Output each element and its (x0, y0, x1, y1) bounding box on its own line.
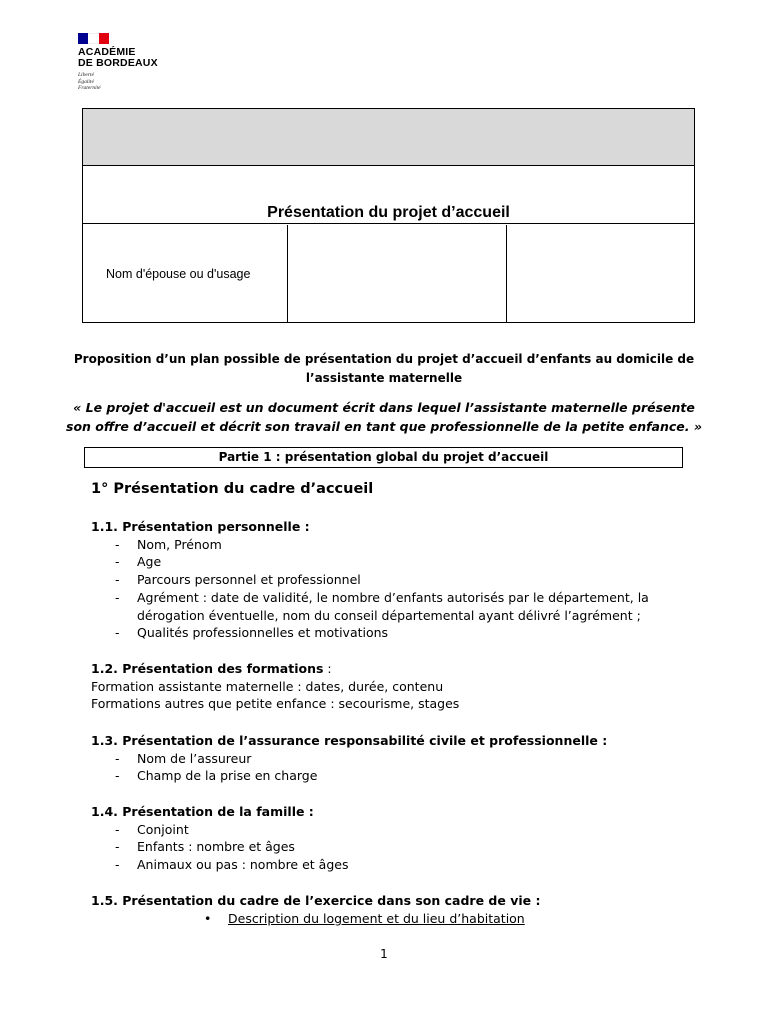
section-1-3-heading: 1.3. Présentation de l’assurance responsabilité civile et professionnelle : (91, 733, 608, 748)
form-name-row (83, 225, 694, 322)
section-1-2-heading (91, 660, 459, 678)
list-item: - Nom de l’assureur (91, 750, 607, 768)
form-header-gray (83, 109, 694, 166)
list-item: - Nom, Prénom (91, 536, 697, 554)
motto (78, 72, 158, 92)
section-1-4 (91, 803, 348, 874)
section-1-1 (91, 518, 697, 642)
quote-text: « Le projet d'accueil est un document écrit dans lequel l’assistante maternelle présente son offre d’accueil et décrit son travail en tant que professionnelle de la petite enfance. » (66, 400, 702, 434)
section-1-4-list (91, 821, 348, 874)
form-title: Présentation du projet d’accueil (83, 166, 694, 224)
name-field-cell[interactable] (288, 225, 507, 322)
list-item: - Enfants : nombre et âges (91, 838, 348, 856)
motto-fraternite: Fraternité (78, 85, 101, 91)
motto-liberte: Liberté (78, 72, 94, 78)
form-table (82, 108, 695, 323)
section-1-1-heading: 1.1. Présentation personnelle : (91, 519, 310, 534)
section-title: 1° Présentation du cadre d’accueil (91, 481, 374, 497)
section-1-2-heading-suffix: : (323, 661, 332, 676)
bullet-text: Description du logement et du lieu d’habitation (228, 911, 525, 926)
academie-name-line2: DE BORDEAUX (78, 57, 158, 69)
list-item: - Qualités professionnelles et motivations (91, 624, 697, 642)
motto-egalite: Égalité (78, 78, 94, 85)
paragraph-line: Formation assistante maternelle : dates, durée, contenu (91, 678, 444, 694)
academie-name-line1: ACADÉMIE (78, 46, 136, 58)
page-number: 1 (380, 947, 388, 961)
section-1-5 (91, 892, 540, 910)
paragraph-line: Formations autres que petite enfance : secourisme, stages (91, 696, 460, 712)
french-flag-icon (78, 33, 109, 44)
section-1-5-heading: 1.5. Présentation du cadre de l’exercice dans son cadre de vie : (91, 893, 541, 908)
list-item: - Champ de la prise en charge (91, 767, 607, 785)
section-1-3 (91, 732, 607, 785)
partie-box: Partie 1 : présentation global du projet d’accueil (84, 447, 683, 468)
section-1-5-bullet (204, 910, 525, 928)
section-1-3-list (91, 750, 607, 785)
section-1-2-heading-bold: 1.2. Présentation des formations (91, 661, 324, 676)
list-item: - Animaux ou pas : nombre et âges (91, 856, 348, 874)
name-label: Nom d'épouse ou d'usage (83, 225, 288, 322)
list-item: - Age (91, 553, 697, 571)
list-item: - Conjoint (91, 821, 348, 839)
intro-text: Proposition d’un plan possible de présentation du projet d’accueil d’enfants au domicile de l’assistante maternelle (73, 352, 695, 385)
list-item: - Agrément : date de validité, le nombre d’enfants autorisés par le département, la dérogation éventuelle, nom du conseil départemental ayant délivré l’agrément ; (91, 589, 697, 624)
academie-logo (78, 33, 158, 92)
list-item: - Parcours personnel et professionnel (91, 571, 697, 589)
section-1-1-list (91, 536, 697, 642)
section-1-2 (91, 660, 459, 713)
section-1-4-heading: 1.4. Présentation de la famille : (91, 804, 314, 819)
bullet-icon: • (204, 911, 212, 926)
